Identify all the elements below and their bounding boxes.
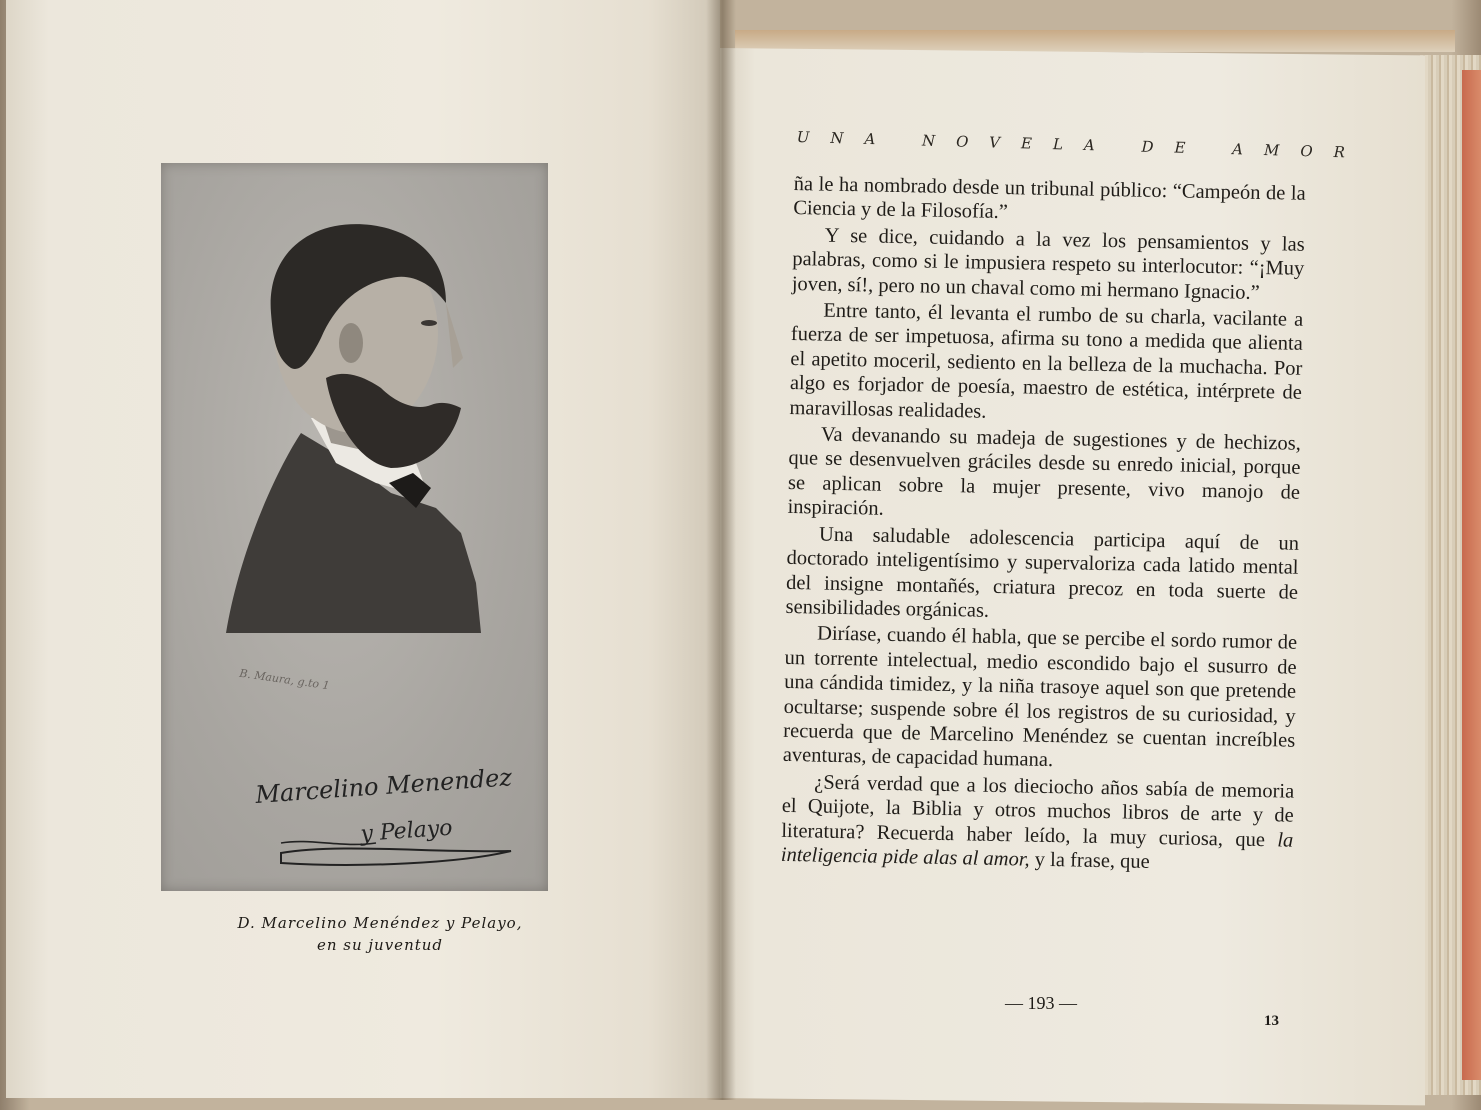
paragraph: Diríase, cuando él habla, que se percibe el sordo rumor de un torrente intelectual, medio escondido bajo el susurro de una cándida timidez, y la niña trasoye aquel son que pretende ocultarse; suspende sobre él los registros de su curiosidad, y recuerda que de Marcelino Menéndez se cuentan increíbles aventuras, de capacidad humana. xyxy=(782,622,1298,772)
book-gutter xyxy=(706,0,736,1100)
portrait-illustration xyxy=(161,163,548,891)
paragraph-last-italic: la inteligencia pide alas al amor, xyxy=(780,828,1294,871)
plate-signature-line-2: y Pelayo xyxy=(359,815,454,847)
page-number: — 193 — xyxy=(1005,993,1077,1013)
paragraph-last-start: ¿Será verdad que a los dieciocho años sabía de memoria el Quijote, la Biblia y otros muchos libros de arte y de literatura? Recuerda haber leído, la muy curiosa, que xyxy=(781,771,1295,851)
paragraph: Una saludable adolescencia participa aquí de un doctorado inteligentísimo y supervaloriza cada latido mental del insigne montañés, criatura precoz en toda suerte de sensibilidades orgánicas. xyxy=(785,523,1300,622)
engraver-mark: B. Maura, g.to 1 xyxy=(238,666,331,693)
body-text xyxy=(781,172,1306,879)
portrait-engraving xyxy=(161,163,548,891)
paragraph: Entre tanto, él levanta el rumbo de su charla, vacilante a fuerza de ser impetuosa, afirma su tono a medida que alienta el apetito moceril, sediento en la belleza de la muchacha. Por algo es forjador de poesía, maestro de estética, intérprete de maravillosas realidades. xyxy=(789,299,1304,423)
paragraph: ña le ha nombrado desde un tribunal público: “Campeón de la Ciencia y de la Filosofía.” xyxy=(793,172,1306,224)
paragraph: Y se dice, cuidando a la vez los pensamientos y las palabras, como si le impusiera respeto su interlocutor: “¡Muy joven, sí!, pero no un chaval como mi hermano Ignacio.” xyxy=(791,224,1305,304)
paragraph-last-end: y la frase, que xyxy=(1029,848,1150,873)
signature-mark: 13 xyxy=(1264,1013,1279,1029)
book-cover-edge xyxy=(1462,70,1481,1080)
caption-line-1: D. Marcelino Menéndez y Pelayo, xyxy=(237,914,523,932)
plate-signature-line-1: Marcelino Menendez xyxy=(254,763,513,809)
paragraph-last xyxy=(781,770,1295,877)
paragraph: Va devanando su madeja de sugestiones y de hechizos, que se desenvuelven gráciles desde su enredo inicial, porque se aplican sobre la mujer presente, vivo manojo de inspiración. xyxy=(787,423,1302,521)
portrait-caption xyxy=(160,912,600,956)
caption-line-2: en su juventud xyxy=(316,936,444,954)
running-head: UNA NOVELA DE AMOR xyxy=(796,128,1367,162)
